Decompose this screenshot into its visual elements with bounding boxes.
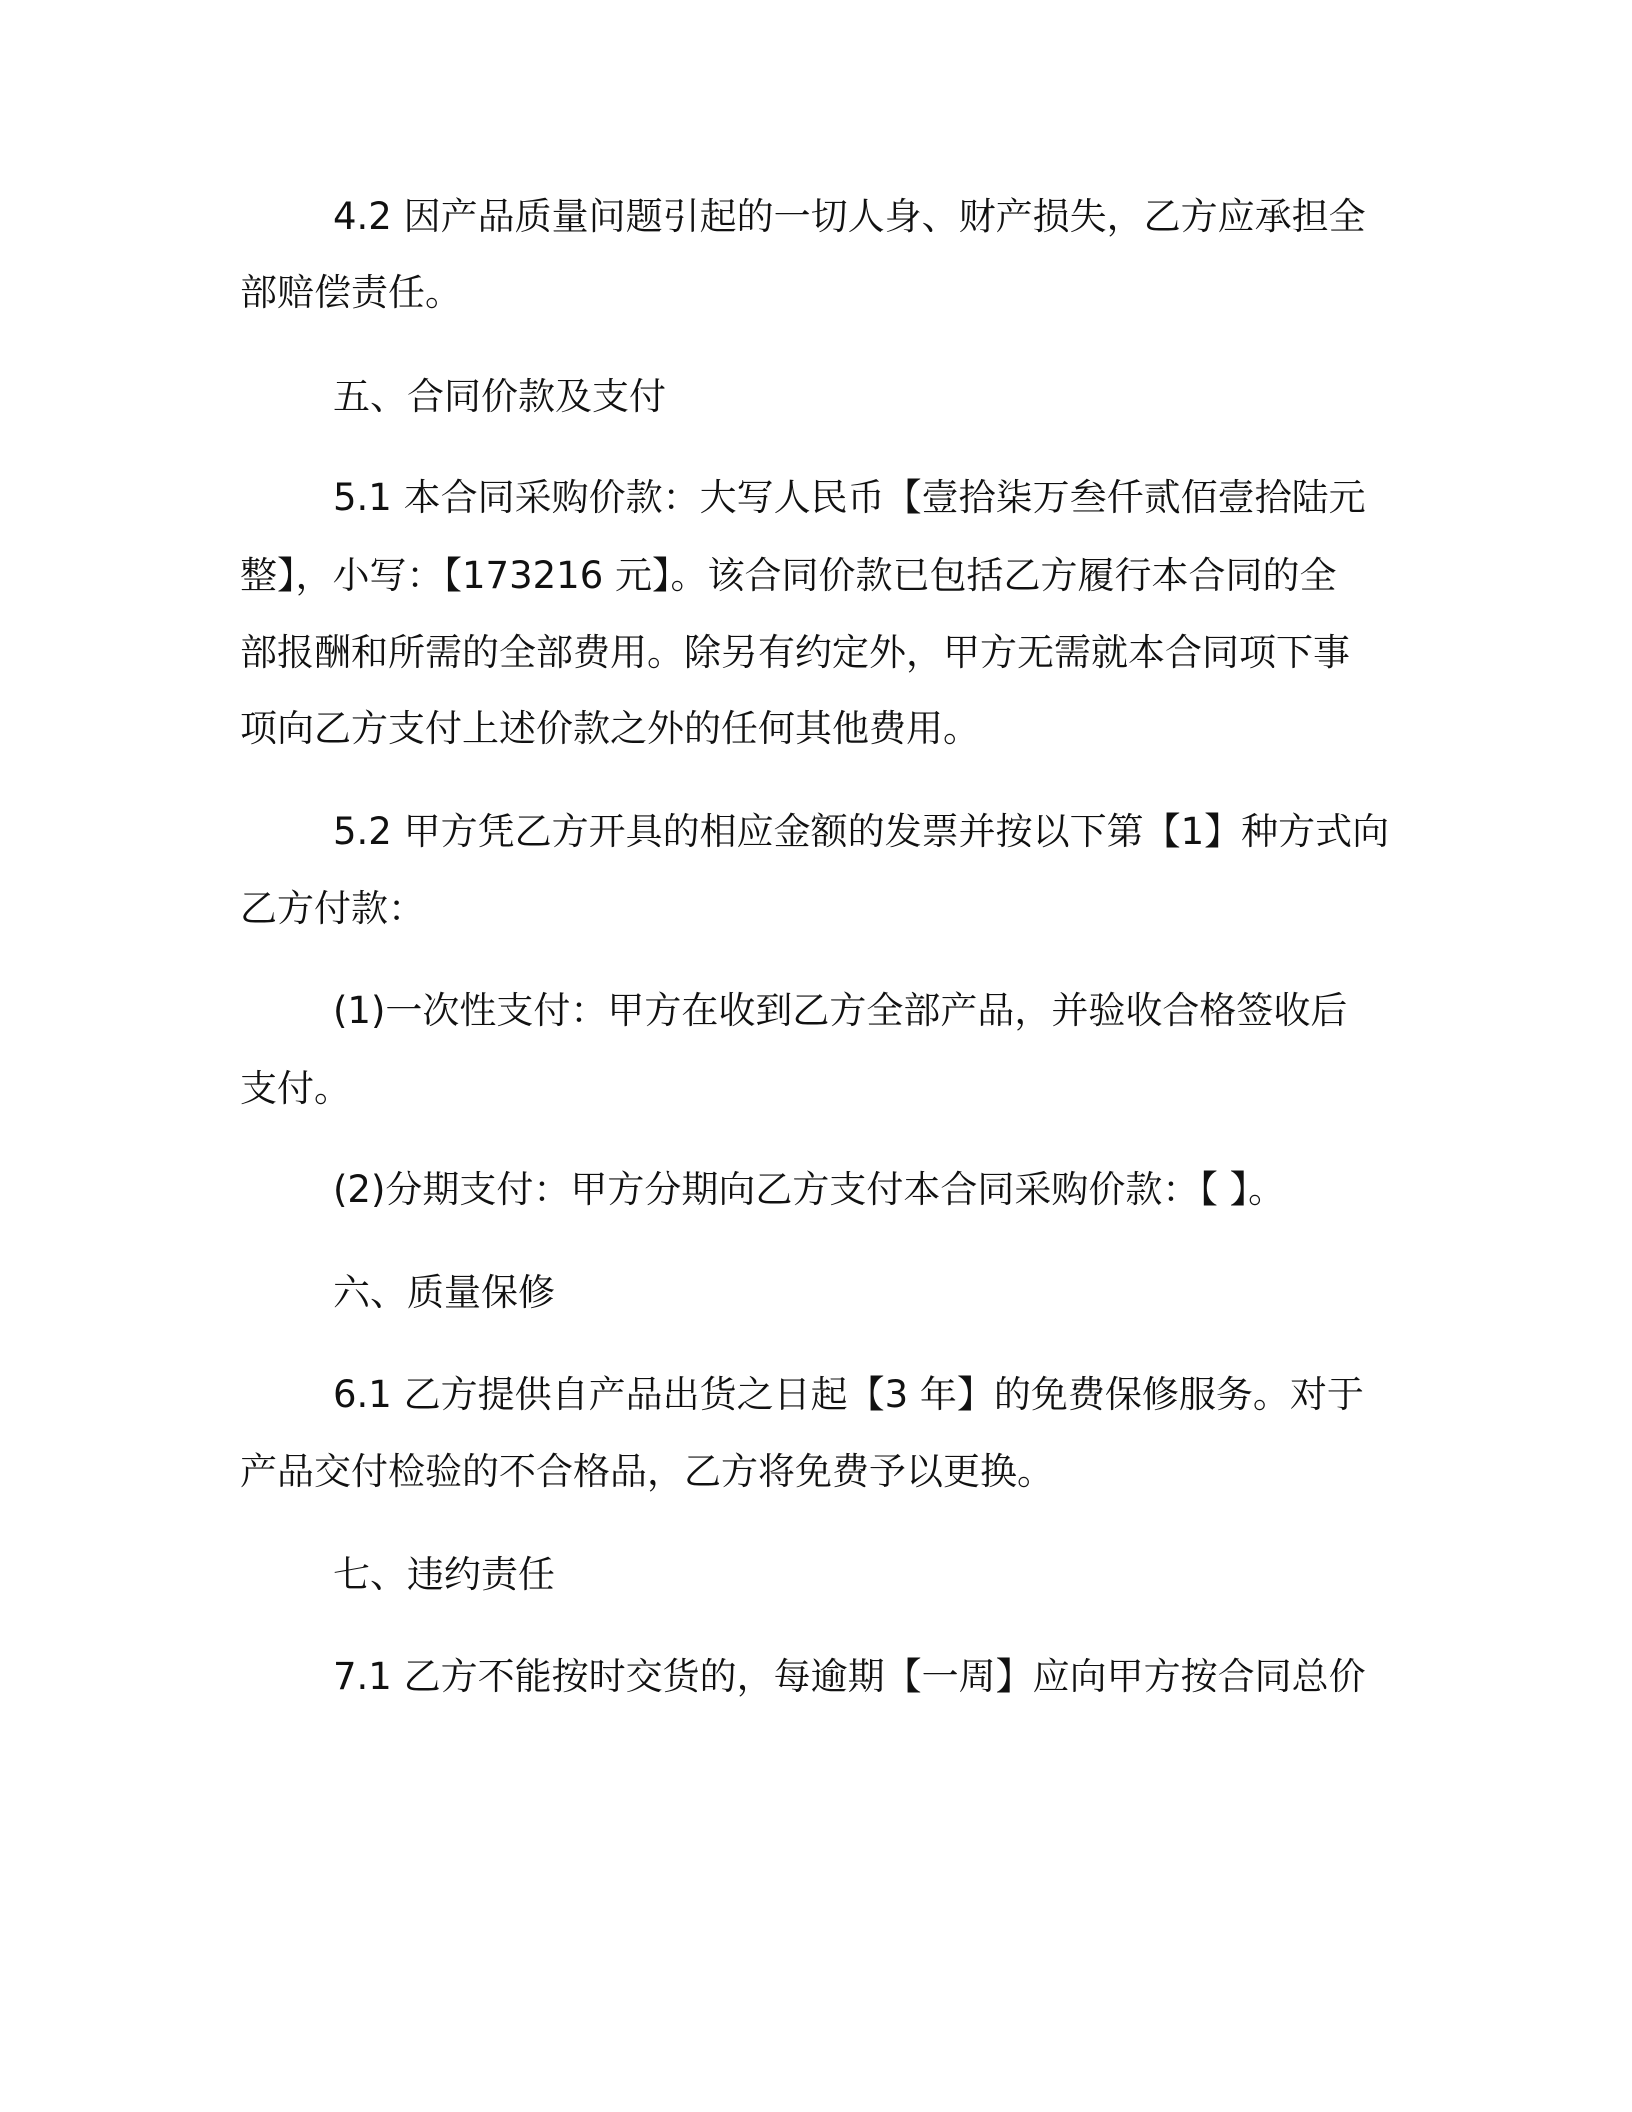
- clause-5-2-line-1: 5.2 甲方凭乙方开具的相应金额的发票并按以下第【1】种方式向: [333, 810, 1390, 853]
- clause-7-1-line-1: 7.1 乙方不能按时交货的，每逾期【一周】应向甲方按合同总价: [333, 1655, 1366, 1698]
- clause-4-2-line-1: 4.2 因产品质量问题引起的一切人身、财产损失，乙方应承担全: [333, 195, 1366, 238]
- clause-5-2-item-2: (2)分期支付：甲方分期向乙方支付本合同采购价款：【 】。: [333, 1168, 1286, 1211]
- clause-5-2-line-2: 乙方付款：: [240, 887, 425, 930]
- clause-6-1-line-2: 产品交付检验的不合格品，乙方将免费予以更换。: [240, 1450, 1054, 1493]
- section-heading-6: 六、质量保修: [333, 1271, 555, 1314]
- clause-5-2-item-1-line-1: (1)一次性支付：甲方在收到乙方全部产品，并验收合格签收后: [333, 989, 1348, 1032]
- section-heading-7: 七、违约责任: [333, 1553, 555, 1596]
- clause-6-1-line-1: 6.1 乙方提供自产品出货之日起【3 年】的免费保修服务。对于: [333, 1373, 1364, 1416]
- clause-5-1-line-1: 5.1 本合同采购价款：大写人民币【壹拾柒万叁仟贰佰壹拾陆元: [333, 476, 1366, 519]
- clause-5-1-line-4: 项向乙方支付上述价款之外的任何其他费用。: [240, 707, 980, 750]
- section-heading-5: 五、合同价款及支付: [333, 375, 666, 418]
- clause-5-1-line-2: 整】，小写：【173216 元】。该合同价款已包括乙方履行本合同的全: [240, 554, 1337, 597]
- clause-5-2-item-1-line-2: 支付。: [240, 1067, 351, 1110]
- clause-5-1-line-3: 部报酬和所需的全部费用。除另有约定外，甲方无需就本合同项下事: [240, 631, 1350, 674]
- clause-4-2-line-2: 部赔偿责任。: [240, 271, 462, 314]
